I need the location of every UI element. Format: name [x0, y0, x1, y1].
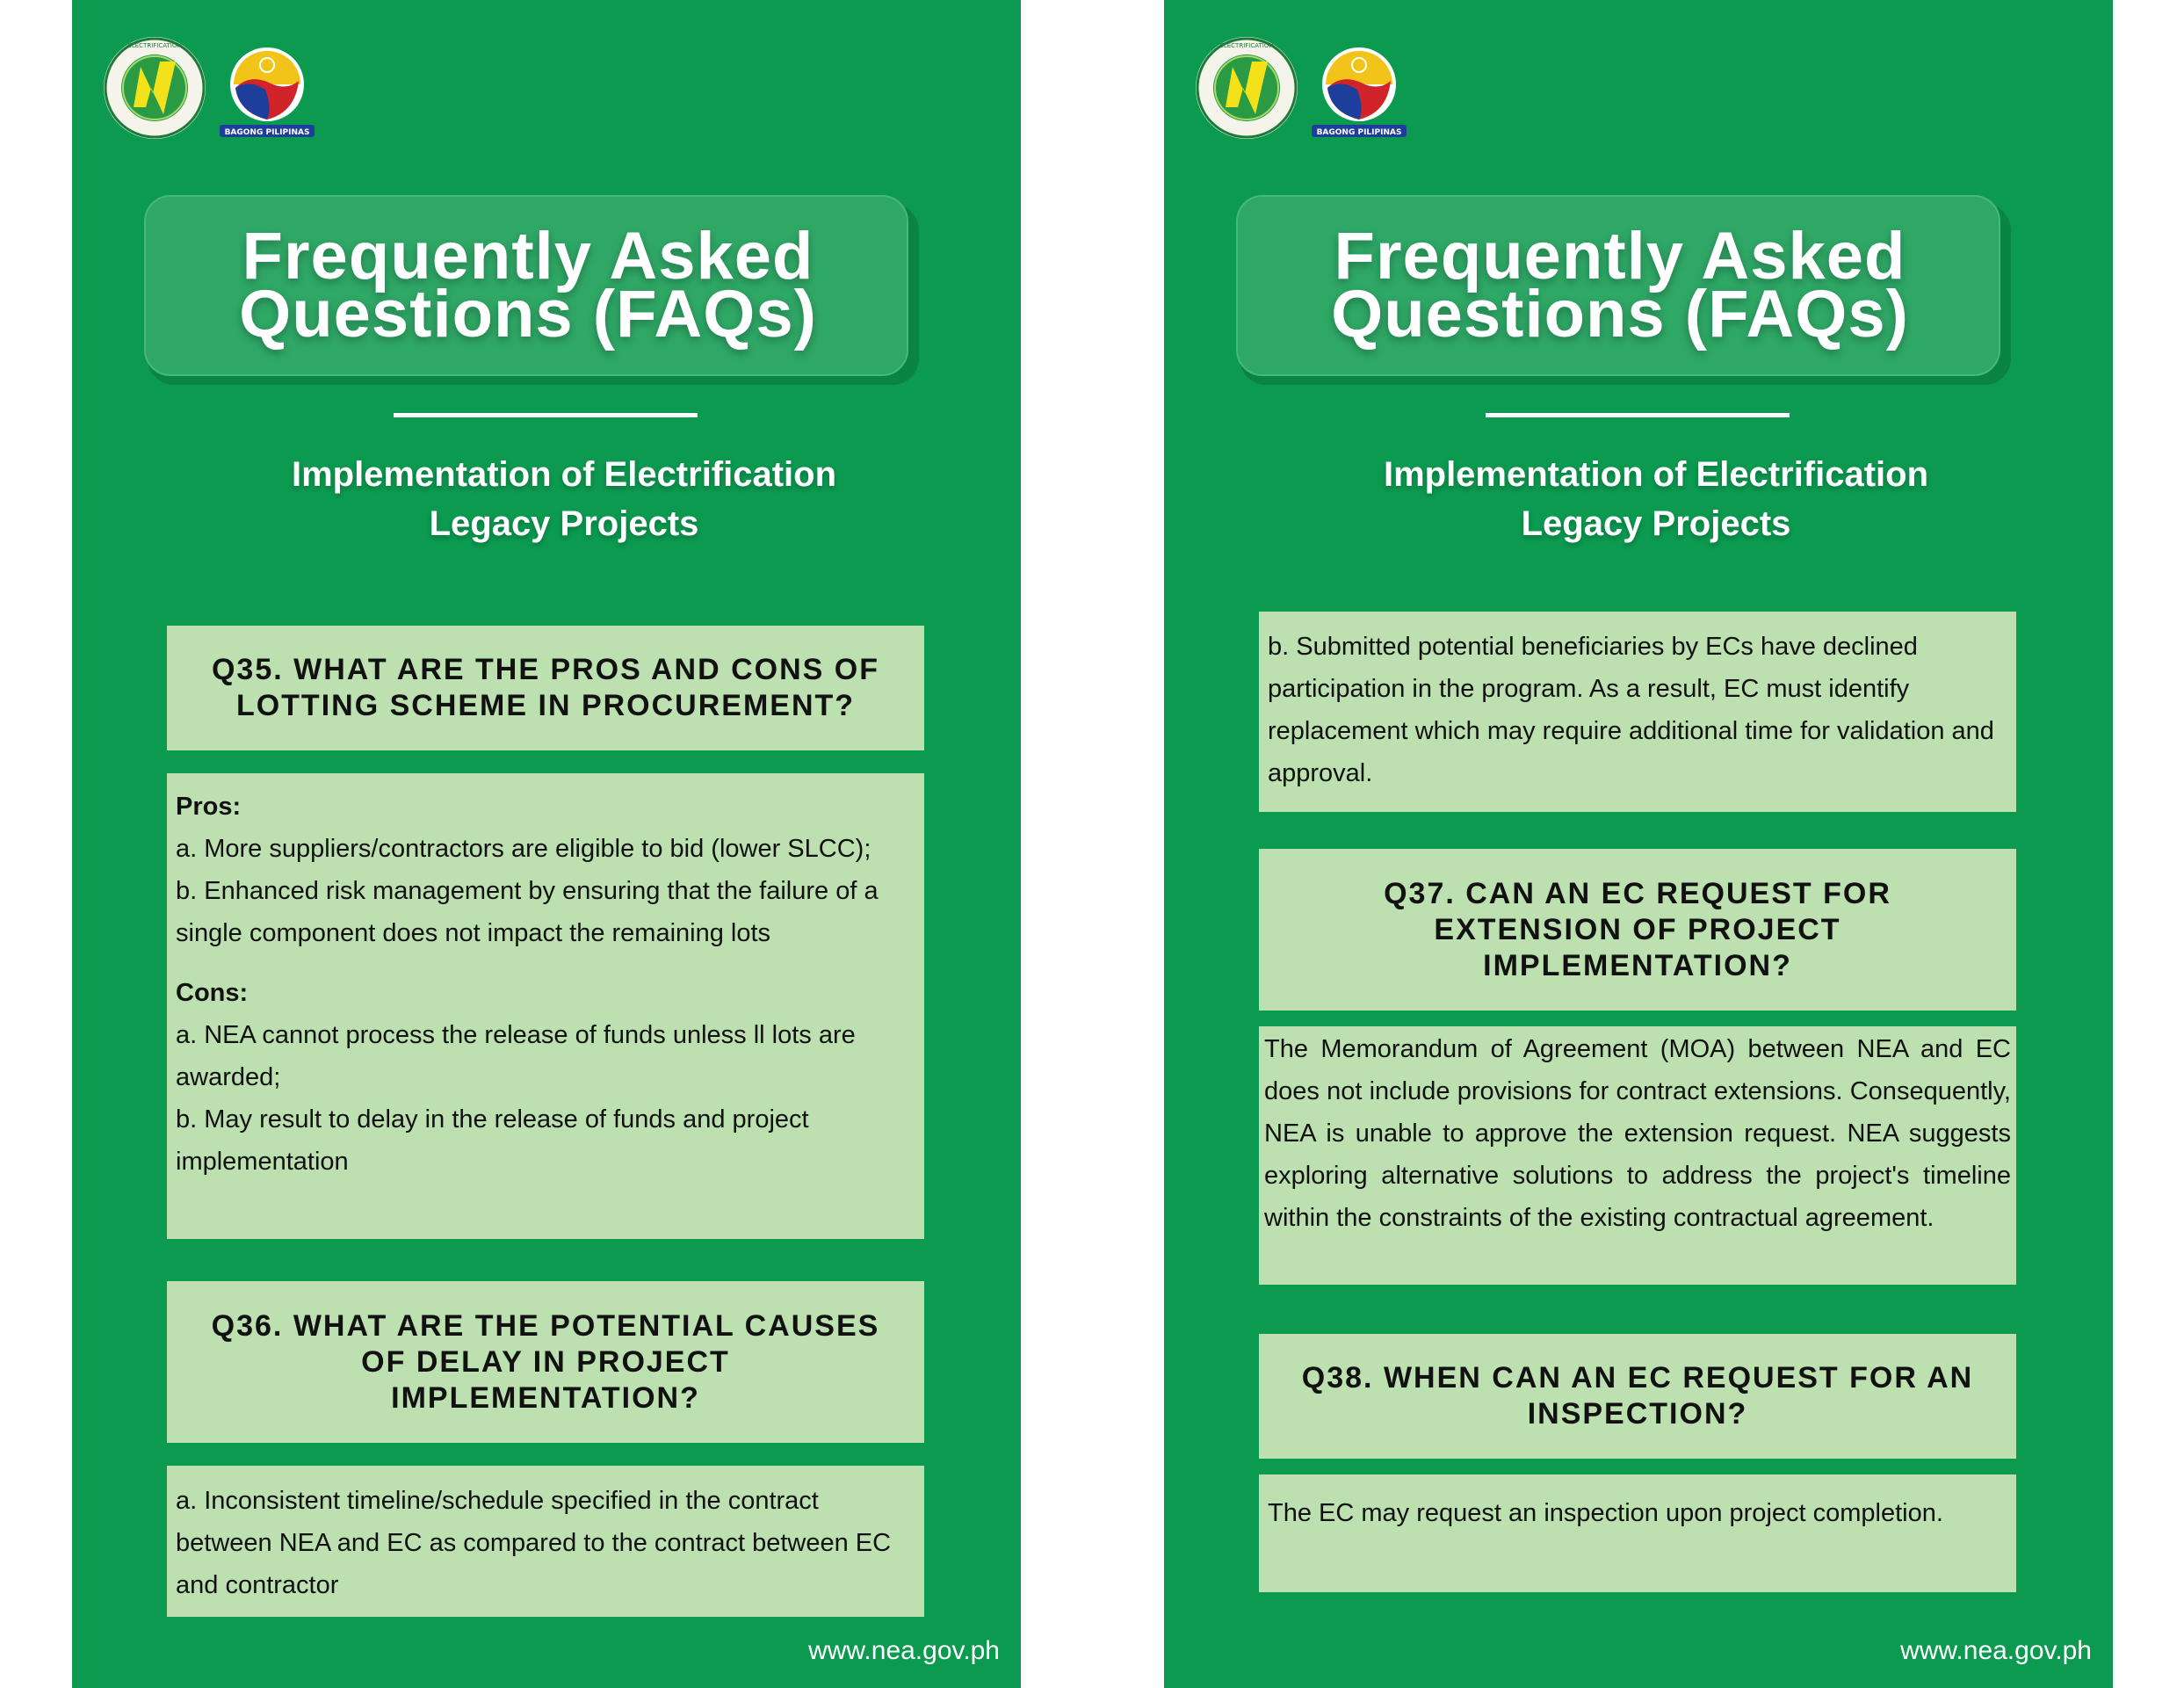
question-line: IMPLEMENTATION?: [391, 1380, 700, 1415]
answer-text: a. Inconsistent timeline/schedule specified in the contract between NEA and EC as compared to the contract between EC and contractor: [176, 1487, 892, 1599]
subtitle-line-2: Legacy Projects: [1521, 504, 1791, 543]
nea-logo: [1194, 35, 1299, 141]
question-q37: [1259, 849, 2016, 1011]
answer-q36: [167, 1466, 924, 1617]
faq-panel-left: [72, 0, 1021, 1688]
question-line: Q35. WHAT ARE THE PROS AND CONS OF: [211, 653, 879, 686]
cons-label: Cons:: [176, 979, 249, 1007]
subtitle-line-1: Implementation of Electrification: [291, 455, 837, 494]
divider: [1486, 413, 1790, 417]
question-line: INSPECTION?: [1527, 1397, 1748, 1431]
answer-text: The EC may request an inspection upon project completion.: [1268, 1499, 1943, 1527]
svg-text:ELECTRIFICATION: ELECTRIFICATION: [1219, 42, 1274, 49]
page-title: [146, 219, 910, 351]
title-line-2: Questions (FAQs): [1331, 277, 1909, 351]
title-line-1: Frequently Asked: [242, 219, 814, 293]
cons-item: b. May result to delay in the release of funds and project implementation: [176, 1105, 809, 1176]
faq-panel-right: [1164, 0, 2113, 1688]
svg-text:BAGONG PILIPINAS: BAGONG PILIPINAS: [224, 128, 310, 137]
question-q38: [1259, 1334, 2016, 1459]
title-line-2: Questions (FAQs): [239, 277, 817, 351]
page-title: [1238, 219, 2002, 351]
svg-text:ELECTRIFICATION: ELECTRIFICATION: [127, 42, 182, 49]
footer-url[interactable]: www.nea.gov.ph: [808, 1636, 1000, 1665]
cons-item: a. NEA cannot process the release of funds unless ll lots are awarded;: [176, 1021, 856, 1091]
title-box: [144, 195, 908, 376]
question-q35: [167, 626, 924, 750]
answer-q36-continued: [1259, 612, 2016, 812]
answer-q37: [1259, 1026, 2016, 1285]
nea-logo: [102, 35, 207, 141]
pros-item: b. Enhanced risk management by ensuring that the failure of a single component does not impact the remaining lots: [176, 877, 879, 947]
answer-q35: [167, 773, 924, 1239]
title-line-1: Frequently Asked: [1334, 219, 1906, 293]
logo-group: [1194, 35, 1422, 141]
logo-group: [102, 35, 330, 141]
pros-item: a. More suppliers/contractors are eligible to bid (lower SLCC);: [176, 835, 871, 863]
title-box: [1236, 195, 2000, 376]
question-q36: [167, 1281, 924, 1443]
question-line: EXTENSION OF PROJECT: [1434, 912, 1841, 946]
question-line: OF DELAY IN PROJECT: [361, 1344, 730, 1379]
bagong-pilipinas-logo: [1306, 39, 1412, 141]
footer-url[interactable]: www.nea.gov.ph: [1900, 1636, 2092, 1665]
question-line: Q37. CAN AN EC REQUEST FOR: [1384, 876, 1891, 910]
question-line: Q36. WHAT ARE THE POTENTIAL CAUSES: [211, 1308, 880, 1343]
svg-text:BAGONG PILIPINAS: BAGONG PILIPINAS: [1316, 128, 1402, 137]
divider: [394, 413, 698, 417]
subtitle-line-2: Legacy Projects: [429, 504, 699, 543]
answer-text: The Memorandum of Agreement (MOA) between NEA and EC does not include provisions for contract extensions. Consequently, NEA is unable to approve the extension request. NEA suggests exploring alternative solutions to address the project's timeline within the constraints of the existing contractual agreement.: [1264, 1035, 2011, 1232]
subtitle-line-1: Implementation of Electrification: [1383, 455, 1929, 494]
pros-label: Pros:: [176, 793, 242, 821]
question-line: IMPLEMENTATION?: [1483, 948, 1792, 982]
subtitle: [204, 450, 924, 548]
question-line: LOTTING SCHEME IN PROCUREMENT?: [235, 689, 856, 722]
subtitle: [1296, 450, 2016, 548]
question-line: Q38. WHEN CAN AN EC REQUEST FOR AN: [1301, 1361, 1974, 1395]
answer-q38: [1259, 1474, 2016, 1592]
answer-text: b. Submitted potential beneficiaries by ECs have declined participation in the program. As a result, EC must identify replacement which may require additional time for validation and approval.: [1268, 633, 1994, 787]
bagong-pilipinas-logo: [214, 39, 320, 141]
